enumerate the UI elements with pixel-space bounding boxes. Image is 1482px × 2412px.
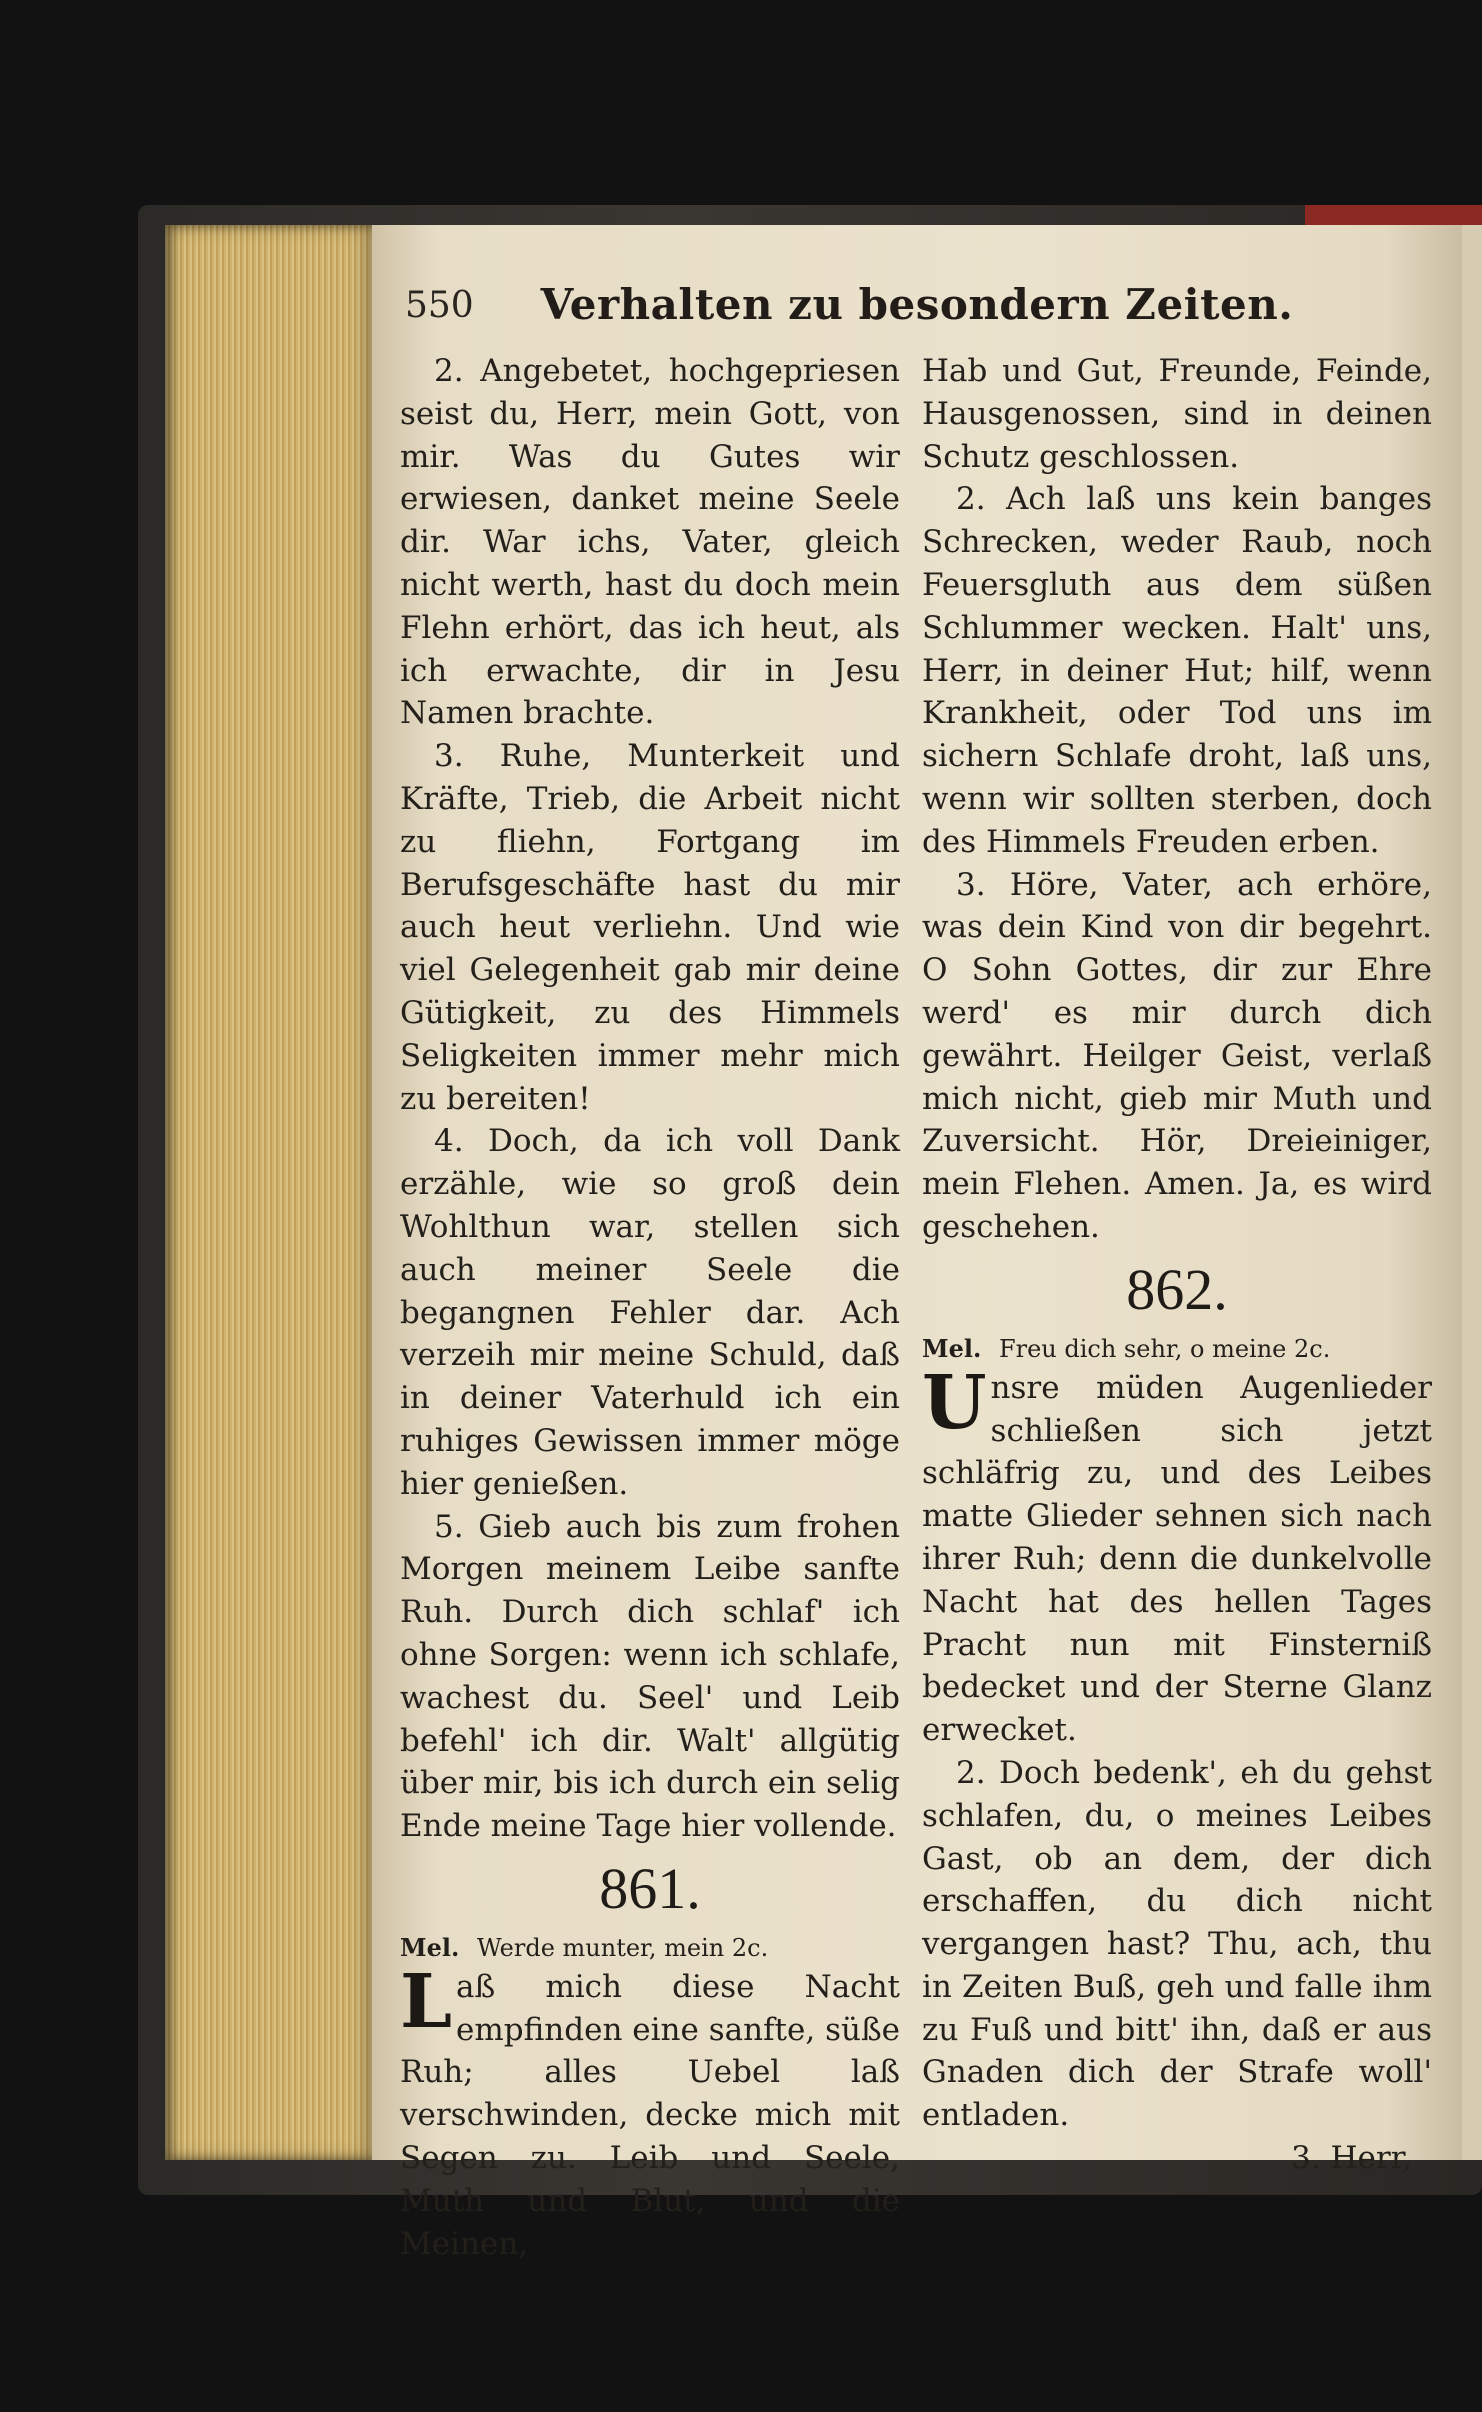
- melody-name: Werde munter, mein 2c.: [476, 1933, 769, 1962]
- stanza: 2. Angebetet, hochgepriesen seist du, Herr, mein Gott, von mir. Was du Gutes wir erwiesen, danket meine Seele dir. War ichs, Vater, gleich nicht werth, hast du doch mein Flehn erhört, das ich heut, als ich erwachte, dir in Jesu Namen brachte.: [400, 353, 900, 732]
- stanza: 5. Gieb auch bis zum frohen Morgen meinem Leibe sanfte Ruh. Durch dich schlaf' ich ohne Sorgen: wenn ich schlafe, wachest du. Seel' und Leib befehl' ich dir. Walt' allgütig über mir, bis ich durch ein selig Ende meine Tage hier vollende.: [400, 1508, 900, 1845]
- stanza: 3. Höre, Vater, ach erhöre, was dein Kind von dir begehrt. O Sohn Gottes, dir zur Ehre werd' es mir durch dich gewährt. Heilger Geist, verlaß mich nicht, gieb mir Muth und Zuversicht. Hör, Dreieiniger, mein Flehen. Amen. Ja, es wird geschehen.: [922, 866, 1432, 1245]
- stanza: 3. Ruhe, Munterkeit und Kräfte, Trieb, die Arbeit nicht zu fliehn, Fortgang im Berufsgeschäfte hast du mir auch heut verliehn. Und wie viel Gelegenheit gab mir deine Gütigkeit, zu des Himmels Seligkeiten immer mehr mich zu bereiten!: [400, 738, 900, 1117]
- catchword: 3. Herr,: [1291, 2140, 1412, 2177]
- drop-initial: L: [400, 1958, 453, 2045]
- hymn-first-stanza: [400, 1958, 900, 2266]
- left-column: [400, 350, 900, 2265]
- stanza-text: aß mich diese Nacht empfinden eine sanfte, süße Ruh; alles Uebel laß verschwinden, decke mich mit Segen zu. Leib und Seele, Muth und Blut, und die Meinen,: [400, 1968, 900, 2262]
- hymn-number: 862.: [1126, 1256, 1228, 1322]
- melody-name: Freu dich sehr, o meine 2c.: [998, 1334, 1331, 1363]
- melody-line: [400, 1930, 900, 1966]
- melody-line: [922, 1331, 1432, 1367]
- stanza-continuation: Hab und Gut, Freunde, Feinde, Hausgenossen, sind in deinen Schutz geschlossen.: [922, 353, 1432, 475]
- page-edges: [165, 225, 380, 2160]
- melody-label: Mel.: [922, 1333, 982, 1363]
- stanza: 4. Doch, da ich voll Dank erzähle, wie so groß dein Wohlthun war, stellen sich auch meiner Seele die begangnen Fehler dar. Ach verzeih mir meine Schuld, daß in deiner Vaterhuld ich ein ruhiges Gewissen immer möge hier genießen.: [400, 1123, 900, 1502]
- hymn-first-stanza: [922, 1359, 1432, 1752]
- stanza: 2. Ach laß uns kein banges Schrecken, weder Raub, noch Feuersgluth aus dem süßen Schlummer wecken. Halt' uns, Herr, in deiner Hut; hilf, wenn Krankheit, oder Tod uns im sichern Schlafe droht, laß uns, wenn wir sollten sterben, doch des Himmels Freuden erben.: [922, 481, 1432, 860]
- stanza: 2. Doch bedenk', eh du gehst schlafen, du, o meines Leibes Gast, ob an dem, der dich erschaffen, du dich nicht vergangen hast? Thu, ach, thu in Zeiten Buß, geh und falle ihm zu Fuß und bitt' ihn, daß er aus Gnaden dich der Strafe woll' entladen.: [922, 1754, 1432, 2134]
- page-number: 550: [405, 285, 474, 326]
- hymn-number: 861.: [599, 1855, 701, 1921]
- drop-initial: U: [922, 1359, 987, 1446]
- right-column: [922, 350, 1432, 2180]
- book-page: [372, 225, 1462, 2262]
- facing-page-edge: [1462, 225, 1482, 2160]
- melody-label: Mel.: [400, 1932, 460, 1962]
- page-header: [372, 280, 1462, 350]
- running-head: Verhalten zu besondern Zeiten.: [540, 280, 1294, 329]
- stanza-text: nsre müden Augenlieder schließen sich jetzt schläfrig zu, und des Leibes matte Glieder sehnen sich nach ihrer Ruh; denn die dunkelvolle Nacht hat des hellen Tages Pracht nun mit Finsterniß bedecket und der Sterne Glanz erwecket.: [922, 1369, 1432, 1749]
